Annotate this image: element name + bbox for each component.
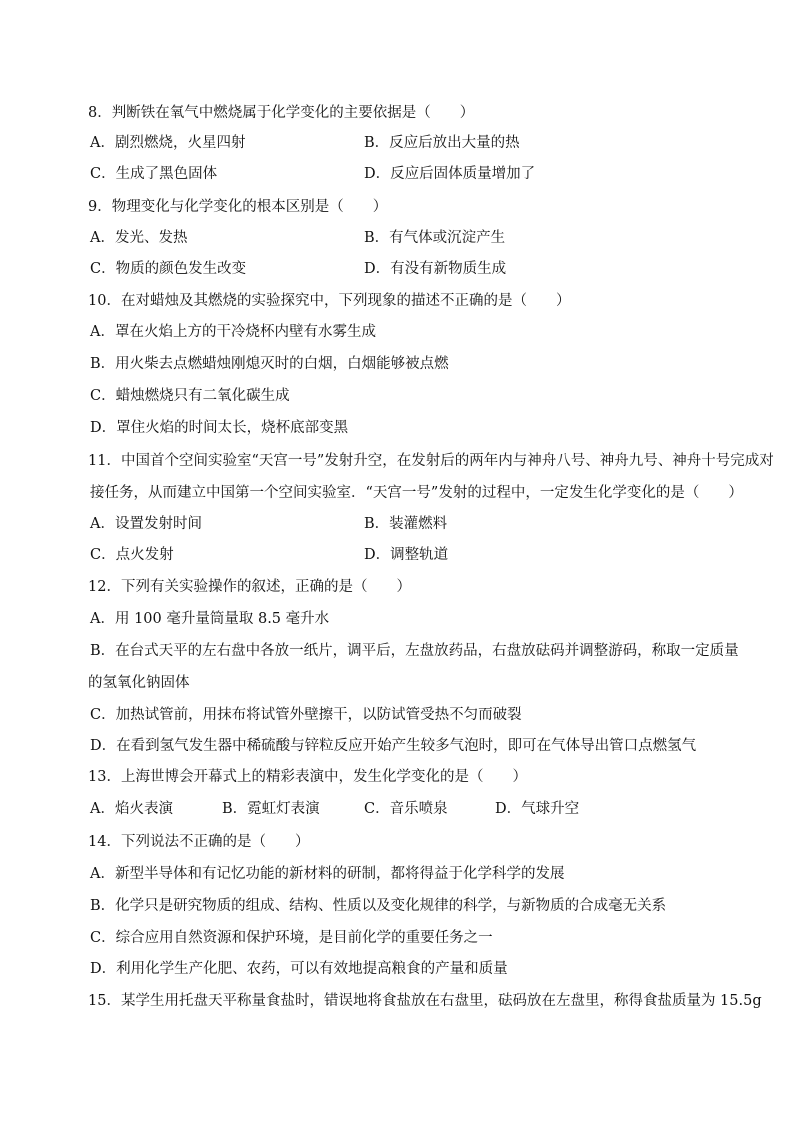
question-9-option-c: C．物质的颜色发生改变 — [90, 261, 247, 277]
question-8-option-b: B．反应后放出大量的热 — [364, 135, 520, 151]
question-14-option-c: C．综合应用自然资源和保护环境，是目前化学的重要任务之一 — [90, 930, 493, 946]
question-12-stem: 12．下列有关实验操作的叙述，正确的是（ ） — [88, 579, 411, 595]
question-13-stem: 13．上海世博会开幕式上的精彩表演中，发生化学变化的是（ ） — [88, 769, 527, 785]
question-11-option-a: A．设置发射时间 — [90, 516, 202, 532]
question-13-option-a: A．焰火表演 — [90, 801, 173, 817]
question-11-option-d: D．调整轨道 — [364, 547, 449, 563]
question-12-option-d: D．在看到氢气发生器中稀硫酸与锌粒反应开始产生较多气泡时，即可在气体导出管口点燃氢气 — [90, 738, 697, 754]
question-8-option-d: D．反应后固体质量增加了 — [364, 166, 536, 182]
question-10-stem: 10．在对蜡烛及其燃烧的实验探究中，下列现象的描述不正确的是（ ） — [88, 293, 571, 309]
question-12-option-c: C．加热试管前，用抹布将试管外壁擦干，以防试管受热不匀而破裂 — [90, 707, 522, 723]
question-11-stem-line-2: 接任务，从而建立中国第一个空间实验室．“天宫一号”发射的过程中，一定发生化学变化的是（ ） — [90, 485, 743, 501]
question-8-option-a: A．剧烈燃烧，火星四射 — [90, 135, 246, 151]
question-10-option-a: A．罩在火焰上方的干冷烧杯内壁有水雾生成 — [90, 324, 376, 340]
question-13-option-c: C．音乐喷泉 — [364, 801, 448, 817]
question-12-option-b: B．在台式天平的左右盘中各放一纸片，调平后，左盘放药品，右盘放砝码并调整游码，称取一定质量 — [90, 643, 739, 659]
question-9-option-a: A．发光、发热 — [90, 230, 188, 246]
question-10-option-b: B．用火柴去点燃蜡烛刚熄灭时的白烟，白烟能够被点燃 — [90, 356, 449, 372]
question-11-stem-line-1: 11．中国首个空间实验室“天宫一号”发射升空，在发射后的两年内与神舟八号、神舟九号、神舟十号完成对 — [88, 453, 774, 469]
question-13-option-d: D．气球升空 — [495, 801, 580, 817]
question-8-stem: 8．判断铁在氧气中燃烧属于化学变化的主要依据是（ ） — [88, 105, 475, 121]
question-10-option-d: D．罩住火焰的时间太长，烧杯底部变黑 — [90, 420, 349, 436]
question-11-option-c: C．点火发射 — [90, 547, 174, 563]
question-14-option-b: B．化学只是研究物质的组成、结构、性质以及变化规律的科学，与新物质的合成毫无关系 — [90, 898, 667, 914]
question-11-option-b: B．装灌燃料 — [364, 516, 448, 532]
question-8-option-c: C．生成了黑色固体 — [90, 166, 218, 182]
question-9-option-d: D．有没有新物质生成 — [364, 261, 507, 277]
question-12-option-b-continued: 的氢氧化钠固体 — [88, 675, 190, 691]
question-9-option-b: B．有气体或沉淀产生 — [364, 230, 506, 246]
question-10-option-c: C．蜡烛燃烧只有二氧化碳生成 — [90, 388, 290, 404]
question-12-option-a: A．用 100 毫升量筒量取 8.5 毫升水 — [90, 611, 330, 627]
question-14-option-d: D．利用化学生产化肥、农药，可以有效地提高粮食的产量和质量 — [90, 961, 508, 977]
question-15-stem: 15．某学生用托盘天平称量食盐时，错误地将食盐放在右盘里，砝码放在左盘里，称得食盐质量为 15.5g — [88, 993, 762, 1009]
question-14-stem: 14．下列说法不正确的是（ ） — [88, 834, 310, 850]
question-13-option-b: B．霓虹灯表演 — [222, 801, 320, 817]
question-9-stem: 9．物理变化与化学变化的根本区别是（ ） — [88, 199, 388, 215]
question-14-option-a: A．新型半导体和有记忆功能的新材料的研制，都将得益于化学科学的发展 — [90, 866, 565, 882]
